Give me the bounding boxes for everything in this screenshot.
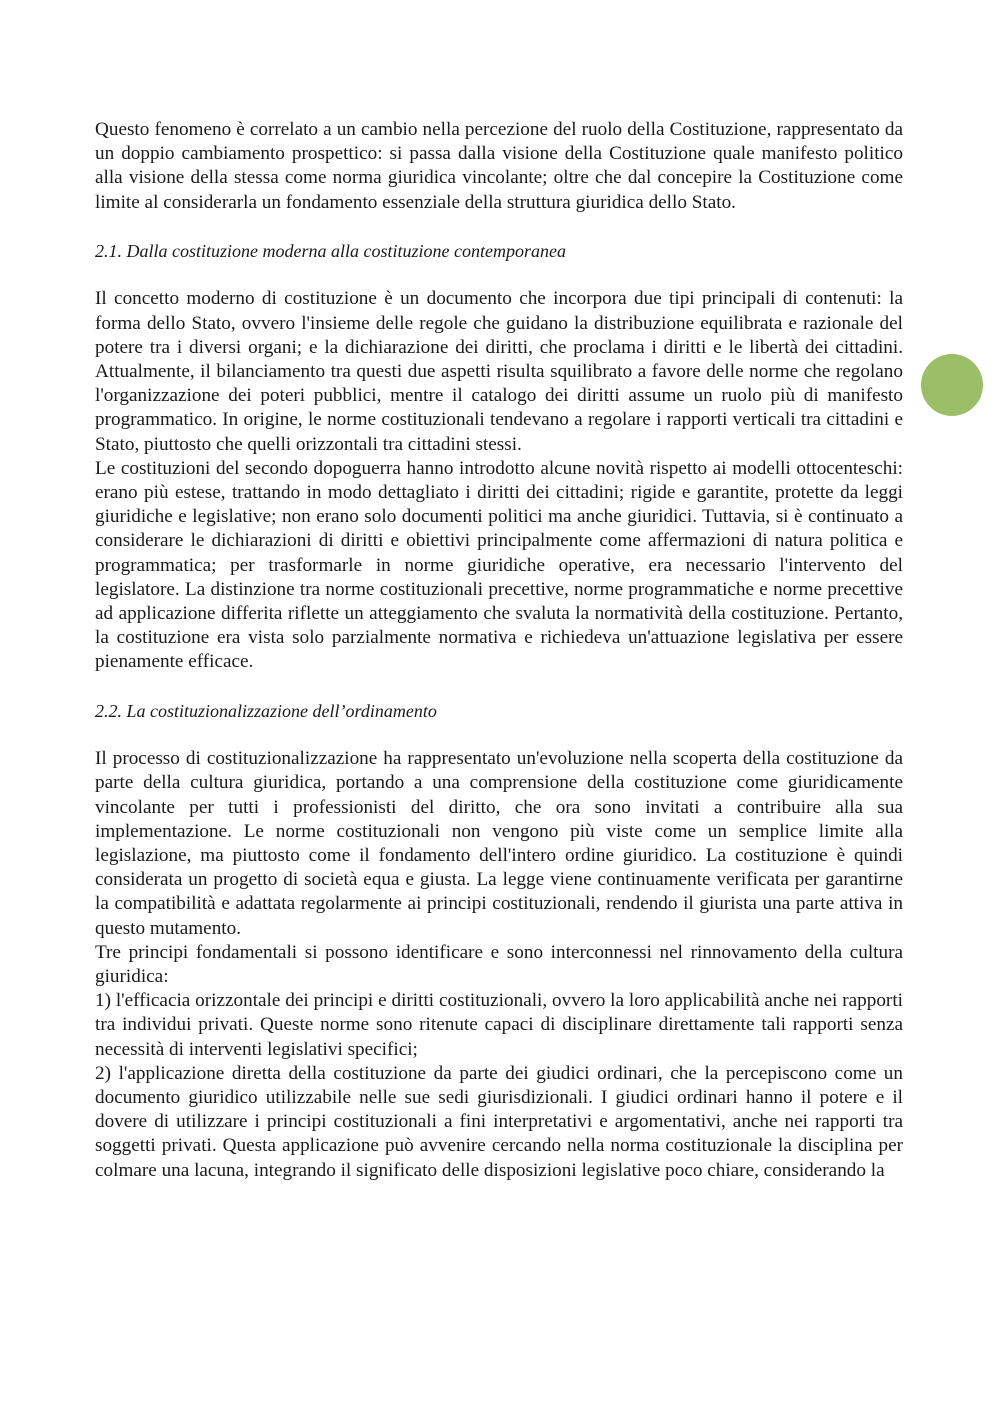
list-item-2: 2) l'applicazione diretta della costituzione da parte dei giudici ordinari, che la percepiscono come un documento giuridico utilizzabile nelle sue sedi giurisdizionali. I giudici ordinari hanno il potere e il dovere di utilizzare i principi costituzionali a fini interpretativi e argomentativi, anche nei rapporti tra soggetti privati. Questa applicazione può avvenire cercando nella norma costituzionale la disciplina per colmare una lacuna, integrando il significato delle disposizioni legislative poco chiare, considerando la bbox=[95, 1062, 903, 1181]
spacer bbox=[95, 215, 903, 239]
paragraph-2-1-b: Le costituzioni del secondo dopoguerra hanno introdotto alcune novità rispetto ai modelli ottocenteschi: erano più estese, trattando in modo dettagliato i diritti dei cittadini; rigide e garantite, protette da leggi giuridiche e legislative; non erano solo documenti politici ma anche giuridici. Tuttavia, si è continuato a considerare le dichiarazioni di diritti e obiettivi principalmente come affermazioni di natura politica e programmatica; per trasformarle in norme giuridiche operative, era necessario l'intervento del legislatore. La distinzione tra norme costituzionali precettive, norme programmatiche e norme precettive ad applicazione differita riflette un atteggiamento che svaluta la normatività della costituzione. Pertanto, la costituzione era vista solo parzialmente normativa e richiedeva un'attuazione legislativa per essere pienamente efficace. bbox=[95, 457, 903, 673]
spacer bbox=[95, 723, 903, 747]
spacer bbox=[95, 675, 903, 699]
page-tab-marker bbox=[921, 354, 983, 416]
list-item-1: 1) l'efficacia orizzontale dei principi e diritti costituzionali, ovvero la loro applicabilità anche nei rapporti tra individui privati. Queste norme sono ritenute capaci di disciplinare direttamente tali rapporti senza necessità di interventi legislativi specifici; bbox=[95, 990, 903, 1060]
paragraph-2-1-a: Il concetto moderno di costituzione è un documento che incorpora due tipi principali di contenuti: la forma dello Stato, ovvero l'insieme delle regole che guidano la distribuzione equilibrata e razionale del potere tra i diversi organi; e la dichiarazione dei diritti, che proclama i diritti e le libertà dei cittadini. Attualmente, il bilanciamento tra questi due aspetti risulta squilibrato a favore delle norme che regolano l'organizzazione dei poteri pubblici, mentre il catalogo dei diritti assume un ruolo più di manifesto programmatico. In origine, le norme costituzionali tendevano a regolare i rapporti verticali tra cittadini e Stato, piuttosto che quelli orizzontali tra cittadini stessi. bbox=[95, 288, 903, 455]
section-heading-2-2: 2.2. La costituzionalizzazione dell’ordinamento bbox=[95, 700, 437, 721]
section-heading-2-1: 2.1. Dalla costituzione moderna alla costituzione contemporanea bbox=[95, 241, 566, 261]
document-page bbox=[95, 118, 903, 1183]
paragraph-intro: Questo fenomeno è correlato a un cambio nella percezione del ruolo della Costituzione, rappresentato da un doppio cambiamento prospettico: si passa dalla visione della Costituzione quale manifesto politico alla visione della stessa come norma giuridica vincolante; oltre che dal concepire la Costituzione come limite al considerarla un fondamento essenziale della struttura giuridica dello Stato. bbox=[95, 119, 903, 213]
paragraph-2-2-b: Tre principi fondamentali si possono identificare e sono interconnessi nel rinnovamento della cultura giuridica: bbox=[95, 941, 903, 988]
paragraph-2-2-a: Il processo di costituzionalizzazione ha rappresentato un'evoluzione nella scoperta della costituzione da parte della cultura giuridica, portando a una comprensione della costituzione come giuridicamente vincolante per tutti i professionisti del diritto, che ora sono invitati a contribuire alla sua implementazione. Le norme costituzionali non vengono più viste come un semplice limite alla legislazione, ma piuttosto come il fondamento dell'intero ordine giuridico. La costituzione è quindi considerata un progetto di società equa e giusta. La legge viene continuamente verificata per garantirne la compatibilità e adattata regolarmente ai principi costituzionali, rendendo il giurista una parte attiva in questo mutamento. bbox=[95, 748, 903, 939]
spacer bbox=[95, 263, 903, 287]
